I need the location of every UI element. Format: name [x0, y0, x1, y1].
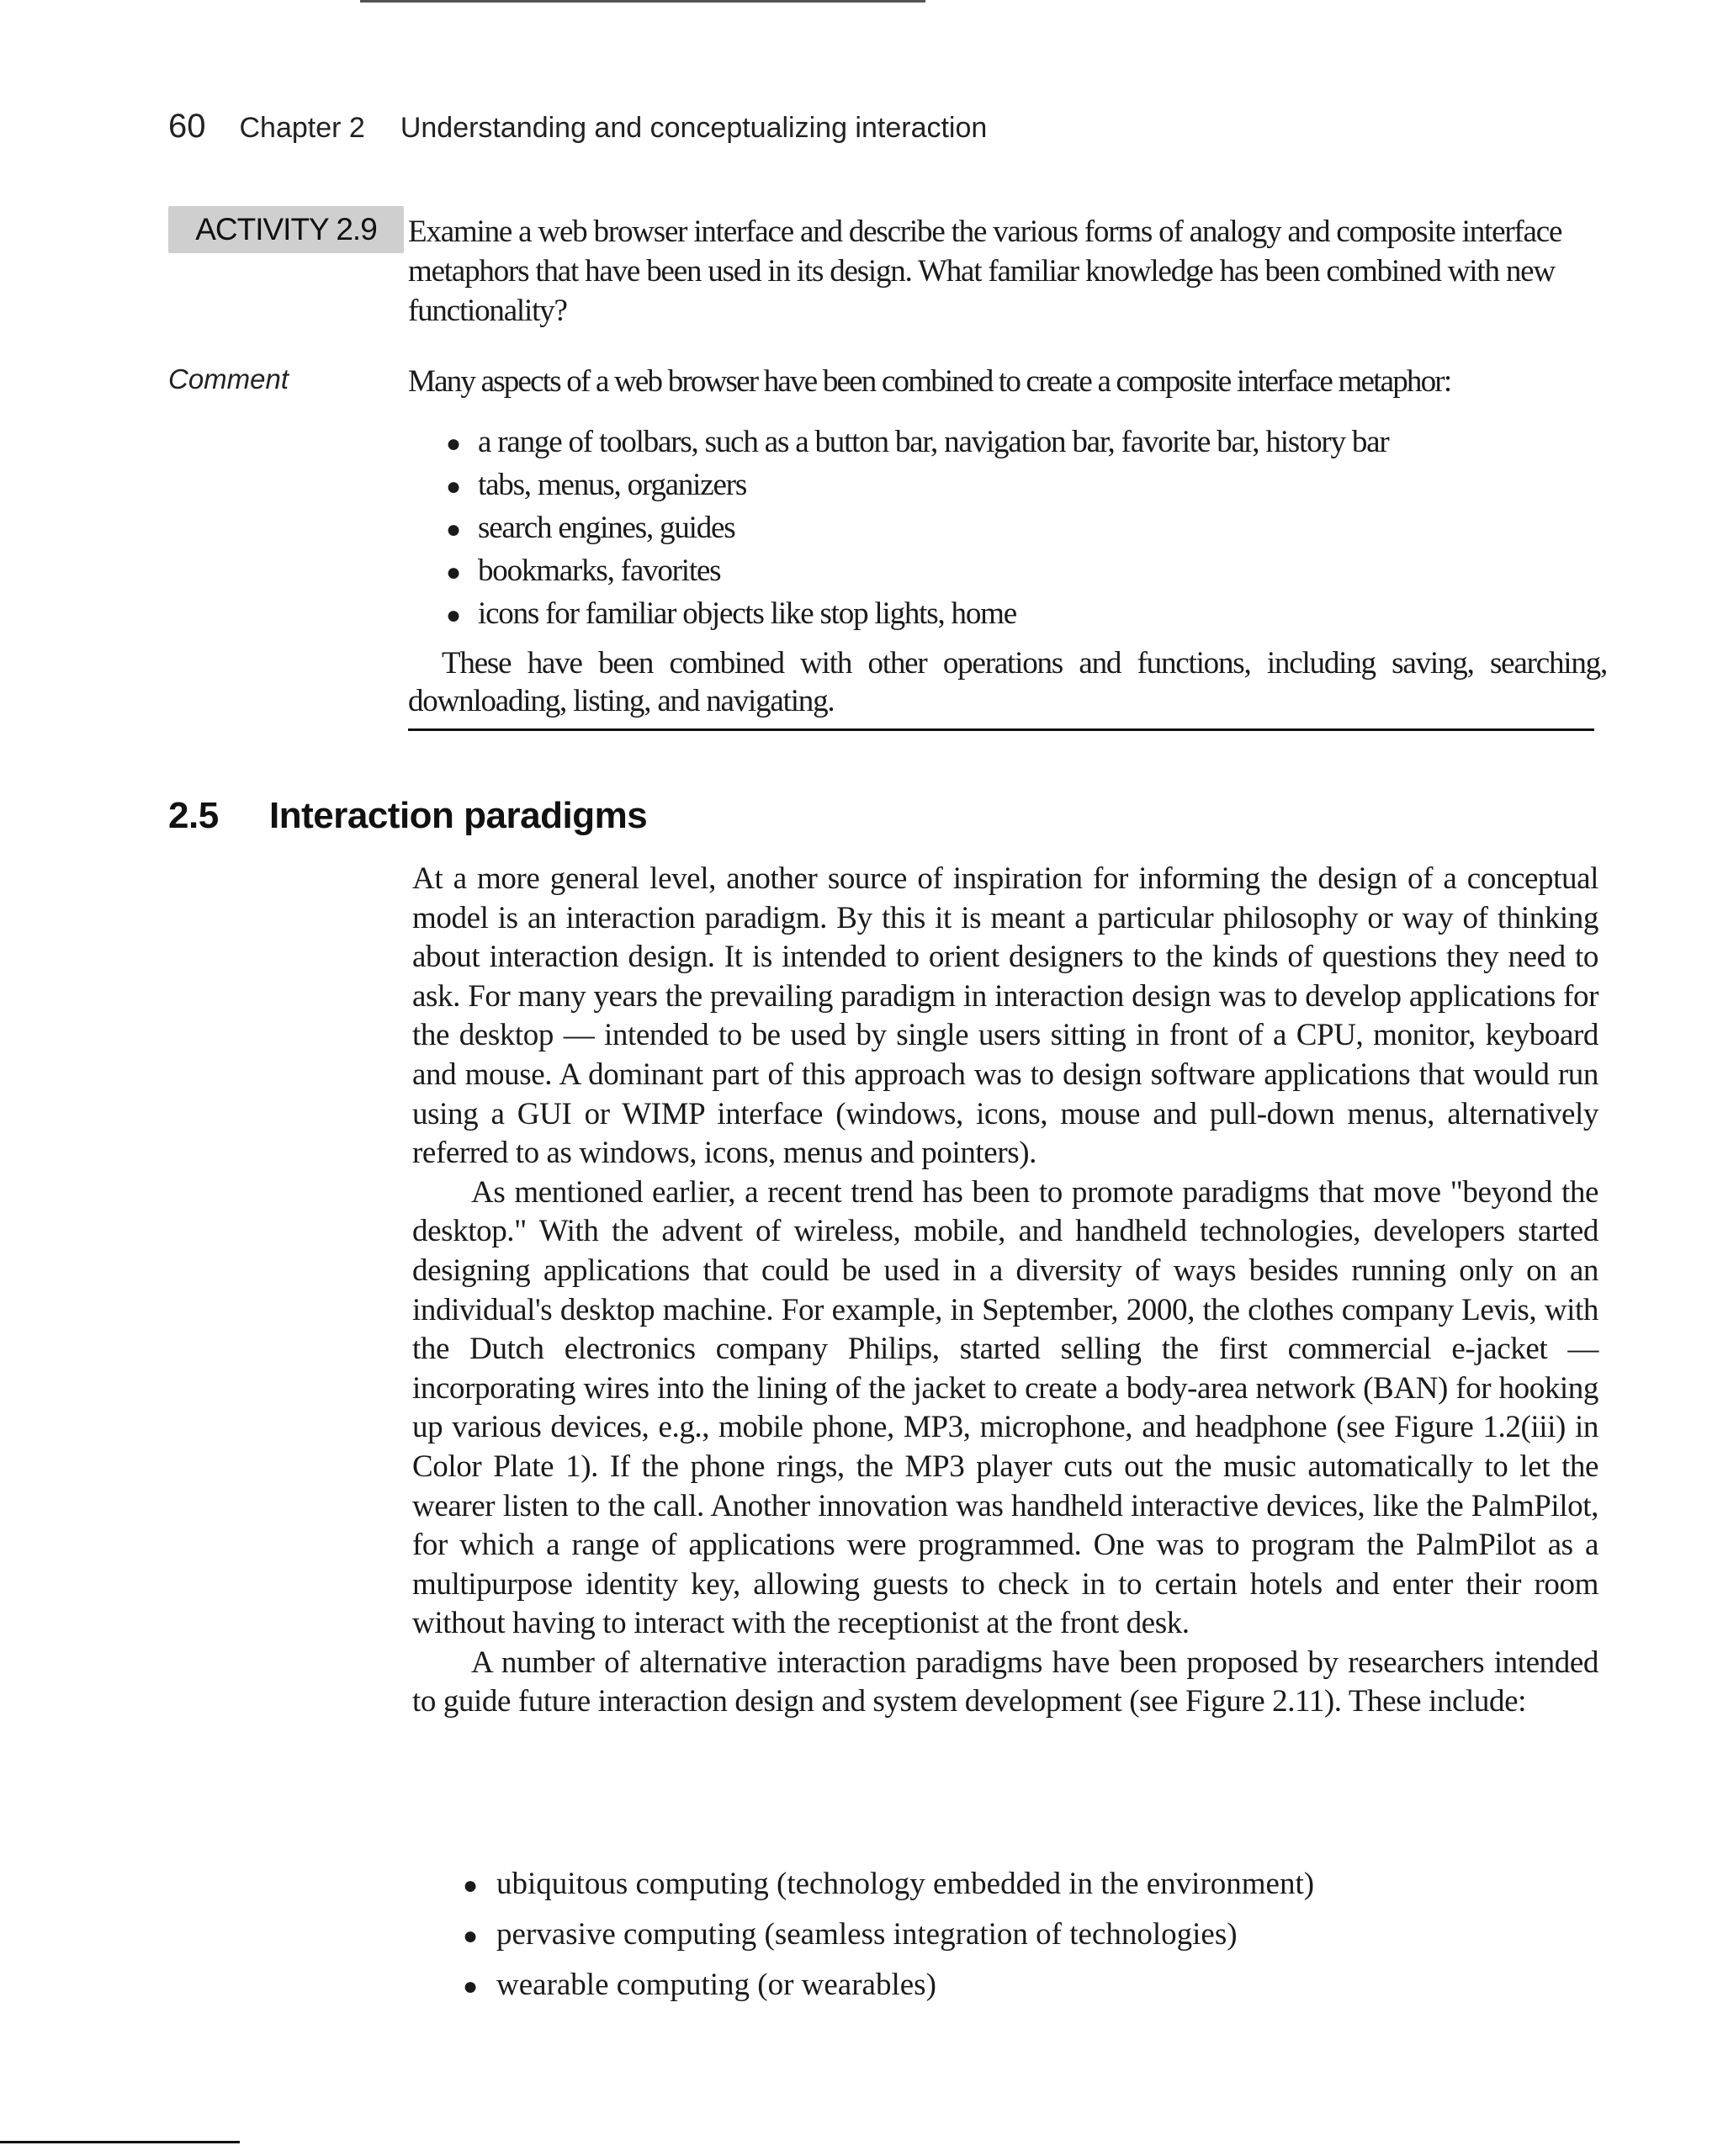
bullet-icon: ● [446, 430, 460, 458]
comment-list [446, 421, 1607, 635]
bullet-icon: ● [446, 601, 460, 629]
bullet-icon: ● [463, 1973, 479, 2000]
bullet-icon: ● [463, 1872, 479, 1899]
comment-divider [408, 728, 1594, 731]
list-item: ● ubiquitous computing (technology embedded in the environment) [463, 1859, 1314, 1910]
list-item: ● a range of toolbars, such as a button bar, navigation bar, favorite bar, history bar [446, 421, 1607, 464]
section-title: Interaction paradigms [269, 795, 648, 836]
chapter-title: Understanding and conceptualizing interaction [400, 112, 988, 144]
activity-text: Examine a web browser interface and describe the various forms of analogy and composite interface metaphors that have been used in its design. What familiar knowledge has been combined with new functionality? [408, 215, 1562, 328]
list-item: ● wearable computing (or wearables) [463, 1960, 1314, 2010]
list-item: ● bookmarks, favorites [446, 549, 1607, 592]
bullet-icon: ● [446, 559, 460, 586]
list-item: ● pervasive computing (seamless integration of technologies) [463, 1910, 1314, 1960]
section-body [412, 860, 1598, 1722]
section-heading [168, 795, 647, 837]
chapter-label: Chapter 2 [239, 112, 365, 144]
bullet-icon: ● [446, 473, 460, 501]
bullet-icon: ● [463, 1922, 479, 1950]
list-item: ● tabs, menus, organizers [446, 464, 1607, 506]
page-number: 60 [168, 108, 206, 145]
top-rule [360, 0, 925, 3]
bullet-icon: ● [446, 516, 460, 543]
body-paragraph: As mentioned earlier, a recent trend has been to promote paradigms that move "beyond the desktop." With the advent of wireless, mobile, and handheld technologies, developers started designing applications that could be used in a diversity of ways besides running only on an individual's desktop machine. For example, in September, 2000, the clothes company Levis, with the Dutch electronics company Philips, started selling the first commercial e-jacket — incorporating wires into the lining of the jacket to create a body-area network (BAN) for hooking up various devices, e.g., mobile phone, MP3, microphone, and headphone (see Figure 1.2(iii) in Color Plate 1). If the phone rings, the MP3 player cuts out the music automatically to let the wearer listen to the call. Another innovation was handheld interactive devices, like the PalmPilot, for which a range of applications were programmed. One was to program the PalmPilot as a multipurpose identity key, allowing guests to check in to certain hotels and enter their room without having to interact with the receptionist at the front desk. [412, 1174, 1598, 1641]
comment-outro: These have been combined with other operations and functions, including saving, searching, downloading, listing, and navigating. [408, 646, 1607, 718]
body-paragraph: At a more general level, another source of inspiration for informing the design of a conceptual model is an interaction paradigm. By this it is meant a particular philosophy or way of thinking about interaction design. It is intended to orient designers to the kinds of questions they need to ask. For many years the prevailing paradigm in interaction design was to develop applications for the desktop — intended to be used by single users sitting in front of a CPU, monitor, keyboard and mouse. A dominant part of this approach was to design software applications that would run using a GUI or WIMP interface (windows, icons, mouse and pull-down menus, alternatively referred to as windows, icons, menus and pointers). [412, 861, 1598, 1171]
list-item: ● search engines, guides [446, 506, 1607, 549]
paradigm-list [463, 1859, 1314, 2010]
section-number: 2.5 [168, 795, 219, 836]
body-paragraph: A number of alternative interaction paradigms have been proposed by researchers intended to guide future interaction design and system development (see Figure 2.11). These include: [412, 1645, 1598, 1719]
activity-label: ACTIVITY 2.9 [168, 206, 404, 253]
list-item: ● icons for familiar objects like stop lights, home [446, 592, 1607, 635]
comment-label: Comment [168, 363, 289, 395]
bottom-rule [0, 2141, 240, 2143]
comment-intro: Many aspects of a web browser have been combined to create a composite interface metaphor: [408, 364, 1451, 399]
running-header [168, 108, 987, 158]
